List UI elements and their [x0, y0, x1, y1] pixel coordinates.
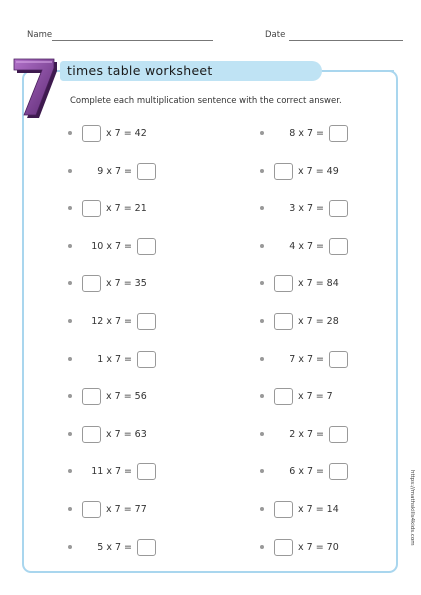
problem-text: x 7 = 35 [106, 277, 147, 289]
bullet-icon [68, 281, 72, 285]
problem-row [260, 537, 339, 557]
bullet-icon [68, 545, 72, 549]
bullet-icon [260, 357, 264, 361]
problem-text: x 7 = 28 [298, 315, 339, 327]
bullet-icon [260, 169, 264, 173]
bullet-icon [68, 169, 72, 173]
title-divider [330, 70, 394, 72]
bullet-icon [260, 281, 264, 285]
problem-row [68, 424, 147, 444]
problem-text: x 7 = 70 [298, 541, 339, 553]
bullet-icon [260, 545, 264, 549]
bullet-icon [68, 319, 72, 323]
problem-row [260, 311, 339, 331]
answer-box[interactable] [329, 125, 348, 142]
problem-row [260, 161, 339, 181]
problem-row [68, 349, 156, 369]
answer-box[interactable] [274, 163, 293, 180]
problem-text: 2 x 7 = [289, 428, 324, 440]
bullet-icon [260, 131, 264, 135]
bullet-icon [68, 131, 72, 135]
problem-text: 9 x 7 = [97, 165, 132, 177]
bullet-icon [260, 394, 264, 398]
problem-text: x 7 = 56 [106, 390, 147, 402]
problem-row [260, 386, 333, 406]
problem-text: 11 x 7 = [91, 465, 132, 477]
problem-row [68, 461, 156, 481]
bullet-icon [68, 394, 72, 398]
answer-box[interactable] [82, 426, 101, 443]
problem-text: 5 x 7 = [97, 541, 132, 553]
problem-text: x 7 = 14 [298, 503, 339, 515]
answer-box[interactable] [82, 275, 101, 292]
date-line[interactable] [289, 40, 403, 41]
bullet-icon [260, 507, 264, 511]
answer-box[interactable] [82, 200, 101, 217]
bullet-icon [68, 206, 72, 210]
bullet-icon [260, 206, 264, 210]
problem-row [260, 461, 348, 481]
worksheet-title: times table worksheet [67, 63, 213, 78]
problem-row [68, 499, 147, 519]
answer-box[interactable] [274, 313, 293, 330]
problem-text: x 7 = 84 [298, 277, 339, 289]
problem-text: x 7 = 49 [298, 165, 339, 177]
problem-row [68, 236, 156, 256]
answer-box[interactable] [82, 388, 101, 405]
date-label: Date [265, 30, 286, 40]
problem-row [68, 123, 147, 143]
bullet-icon [68, 469, 72, 473]
instructions-text: Complete each multiplication sentence with the correct answer. [70, 96, 342, 106]
bullet-icon [68, 432, 72, 436]
answer-box[interactable] [82, 501, 101, 518]
problem-text: 1 x 7 = [97, 353, 132, 365]
answer-box[interactable] [137, 238, 156, 255]
name-label: Name [27, 30, 53, 40]
answer-box[interactable] [329, 463, 348, 480]
problem-row [68, 161, 156, 181]
answer-box[interactable] [329, 200, 348, 217]
answer-box[interactable] [274, 501, 293, 518]
answer-box[interactable] [137, 313, 156, 330]
answer-box[interactable] [137, 539, 156, 556]
problem-row [68, 311, 156, 331]
problem-row [260, 236, 348, 256]
bullet-icon [260, 432, 264, 436]
problem-row [260, 273, 339, 293]
answer-box[interactable] [274, 388, 293, 405]
bullet-icon [260, 319, 264, 323]
bullet-icon [68, 357, 72, 361]
problem-row [68, 386, 147, 406]
answer-box[interactable] [82, 125, 101, 142]
answer-box[interactable] [137, 163, 156, 180]
problem-text: 12 x 7 = [91, 315, 132, 327]
answer-box[interactable] [274, 275, 293, 292]
problem-text: x 7 = 63 [106, 428, 147, 440]
problem-text: 3 x 7 = [289, 202, 324, 214]
problem-row [260, 424, 348, 444]
problem-text: 6 x 7 = [289, 465, 324, 477]
big-seven-logo [10, 54, 60, 120]
answer-box[interactable] [274, 539, 293, 556]
answer-box[interactable] [329, 238, 348, 255]
problem-text: x 7 = 77 [106, 503, 147, 515]
problem-text: x 7 = 7 [298, 390, 333, 402]
problem-text: 8 x 7 = [289, 127, 324, 139]
problem-row [68, 273, 147, 293]
problem-row [260, 349, 348, 369]
bullet-icon [68, 507, 72, 511]
problem-text: 4 x 7 = [289, 240, 324, 252]
problem-row [260, 198, 348, 218]
website-url: https://mathskills4kids.com [409, 470, 415, 546]
problem-row [68, 198, 147, 218]
problem-text: 10 x 7 = [91, 240, 132, 252]
problem-text: x 7 = 42 [106, 127, 147, 139]
problem-text: 7 x 7 = [289, 353, 324, 365]
bullet-icon [68, 244, 72, 248]
name-line[interactable] [52, 40, 213, 41]
problem-row [260, 123, 348, 143]
problem-text: x 7 = 21 [106, 202, 147, 214]
answer-box[interactable] [329, 426, 348, 443]
bullet-icon [260, 244, 264, 248]
answer-box[interactable] [137, 351, 156, 368]
problem-row [68, 537, 156, 557]
problem-row [260, 499, 339, 519]
bullet-icon [260, 469, 264, 473]
answer-box[interactable] [137, 463, 156, 480]
answer-box[interactable] [329, 351, 348, 368]
